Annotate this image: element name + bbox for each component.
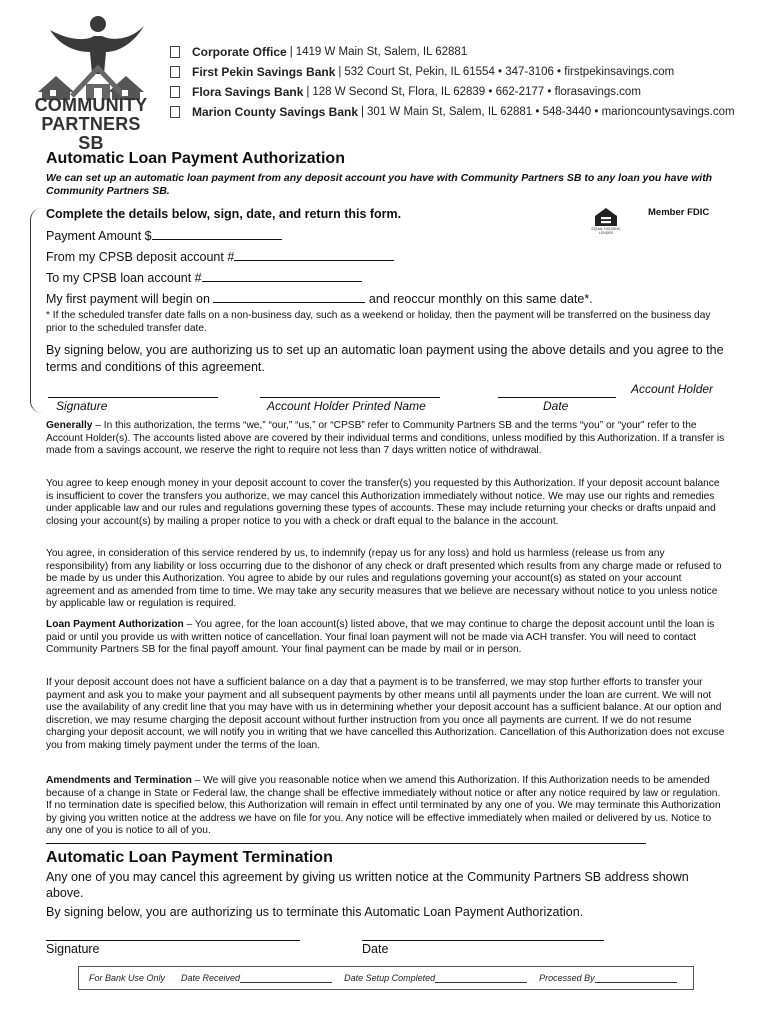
footnote: * If the scheduled transfer date falls on a non-business day, such as a weekend or holiday, then the payment will be transferred on the business day prior to the scheduled transfer date. [46, 310, 711, 334]
office-item [170, 42, 760, 62]
date-line[interactable] [498, 397, 616, 398]
date-label: Date [543, 399, 569, 413]
separator: | [338, 66, 342, 78]
payment-amount-row [46, 228, 282, 243]
office-name: Marion County Savings Bank [192, 105, 359, 119]
separator: | [306, 86, 310, 98]
bank-use-label: For Bank Use Only [89, 973, 166, 983]
member-fdic: Member FDIC [648, 207, 710, 218]
sufficient-funds-paragraph: You agree to keep enough money in your deposit account to cover the transfer(s) you requested by this Authorization. If your deposit account balance is insufficient to cover the transfers you authorize, we may cancel this Authorization immediately without notice. We may use our rights and remedies under applicable law and our rules and regulations governing these types of accounts. These may include returning your checks or drafts unpaid and closing your account(s) by mailing a proper notice to you with a check or draft equal to the balance in the account. [46, 478, 720, 527]
checkbox-icon [170, 86, 180, 98]
loan-payment-paragraph [46, 619, 726, 657]
processed-by-field[interactable] [595, 973, 677, 983]
office-detail: 532 Court St, Pekin, IL 61554 • 347-3106 • firstpekinsavings.com [344, 66, 675, 78]
authorization-intro: We can set up an automatic loan payment from any deposit account you have with Community Partners SB to any loan you have with Community Partners SB. [46, 172, 713, 197]
office-item [170, 102, 760, 122]
date-received-field[interactable] [240, 973, 332, 983]
date-setup-label: Date Setup Completed [344, 973, 436, 983]
logo-graphic [32, 12, 150, 102]
office-item [170, 82, 760, 102]
loan-payment-text: – You agree, for the loan account(s) listed above, that we may continue to charge the deposit account until the loan is paid or until you provide us with written notice of cancellation. Your final loan payment will not be made via ACH transfer. You will need to contact Community Partners SB for the final payoff amount. Your final payment can be made by mail or in person. [46, 619, 715, 656]
loan-payment-heading: Loan Payment Authorization [46, 619, 184, 630]
amendments-heading: Amendments and Termination [46, 775, 192, 786]
payment-amount-label: Payment Amount $ [46, 229, 152, 243]
bank-use-box [78, 966, 694, 990]
from-account-row [46, 249, 394, 264]
account-holder-label: Account Holder [631, 382, 714, 396]
to-account-row [46, 270, 362, 285]
generally-paragraph [46, 420, 726, 458]
checkbox-icon [170, 106, 180, 118]
office-name: Flora Savings Bank [192, 85, 304, 99]
termination-date-label: Date [362, 942, 389, 956]
office-list [170, 42, 760, 122]
form-instruction: Complete the details below, sign, date, and return this form. [46, 207, 402, 221]
to-account-label: To my CPSB loan account # [46, 271, 202, 285]
separator: | [289, 46, 293, 58]
termination-signature-line[interactable] [46, 940, 300, 941]
authorization-agreement: By signing below, you are authorizing us to set up an automatic loan payment using the above details and you agree to the terms and conditions of this agreement. [46, 343, 724, 374]
insufficient-balance-paragraph: If your deposit account does not have a sufficient balance on a day that a payment is to be transferred, we may stop further efforts to transfer your payment and ask you to make your payment and all subsequent payments by other means until all payments under the loan are current. We will not use the availability of any credit line that you may have with us in determining whether your deposit account has a sufficient balance. At our option and discretion, we may resume charging the deposit account without further instruction from you once all payments are current. If we do not resume charging your deposit account, we will notify you in writing that we have cancelled this Authorization. Cancellation of this Authorization does not excuse you from making timely payment under the terms of the loan. [46, 677, 725, 751]
logo-line-2: PARTNERS SB [41, 114, 141, 153]
authorization-title: Automatic Loan Payment Authorization [46, 150, 345, 167]
indemnify-paragraph: You agree, in consideration of this service rendered by us, to indemnify (repay us for any loss) and hold us harmless (release us from any responsibility) from any liability or loss occurring due to the dishonor of any check or draft presented which results from any charge made or refused to be made by us under this Authorization. You agree to abide by our rules and regulations governing your account(s) as stated on your account agreement and as amended from time to time. We may take any security measures that we believe are necessary without notice to you unless notice by applicable law or regulation is required. [46, 548, 722, 610]
first-payment-date-field[interactable] [213, 291, 365, 303]
checkbox-icon [170, 66, 180, 78]
printed-name-label: Account Holder Printed Name [267, 399, 426, 413]
office-name: Corporate Office [192, 45, 287, 59]
office-detail: 1419 W Main St, Salem, IL 62881 [295, 46, 468, 58]
from-account-label: From my CPSB deposit account # [46, 250, 235, 264]
signature-label: Signature [56, 399, 108, 413]
amendments-paragraph [46, 775, 726, 838]
processed-by-label: Processed By [539, 973, 595, 983]
logo-line-1: COMMUNITY [34, 95, 148, 115]
generally-heading: Generally [46, 420, 93, 431]
termination-text-2: By signing below, you are authorizing us to terminate this Automatic Loan Payment Authorization. [46, 905, 584, 919]
office-name: First Pekin Savings Bank [192, 65, 336, 79]
printed-name-line[interactable] [260, 397, 440, 398]
reoccur-text: and reoccur monthly on this same date*. [368, 292, 593, 306]
separator: | [361, 106, 365, 118]
form-bracket [30, 208, 45, 413]
termination-title: Automatic Loan Payment Termination [46, 849, 333, 866]
to-account-field[interactable] [202, 270, 362, 282]
first-payment-row [46, 291, 593, 306]
equal-housing-text: EQUAL HOUSING LENDER [591, 227, 621, 235]
generally-text: – In this authorization, the terms “we,” “our,” “us,” or “CPSB” refer to Community Partners SB and the terms “you” or “your” refer to the Account Holder(s). The accounts listed above are covered by their individual terms and conditions, unless modified by this Authorization. If a transfer is made from a savings account, we reserve the right to require not less than 7 days written notice of withdrawal. [46, 420, 725, 457]
section-divider [46, 843, 646, 844]
checkbox-icon [170, 46, 180, 58]
office-item [170, 62, 760, 82]
office-detail: 128 W Second St, Flora, IL 62839 • 662-2177 • florasavings.com [312, 86, 641, 98]
date-setup-field[interactable] [435, 973, 527, 983]
logo-wordmark [32, 96, 150, 153]
termination-text-1: Any one of you may cancel this agreement by giving us written notice at the Community Partners SB address shown above. [46, 870, 689, 900]
termination-date-line[interactable] [362, 940, 604, 941]
from-account-field[interactable] [234, 249, 394, 261]
first-payment-label: My first payment will begin on [46, 292, 210, 306]
termination-signature-label: Signature [46, 942, 100, 956]
office-detail: 301 W Main St, Salem, IL 62881 • 548-3440 • marioncountysavings.com [367, 106, 735, 118]
date-received-label: Date Received [181, 973, 241, 983]
amendments-text: – We will give you reasonable notice when we amend this Authorization. If this Authorization needs to be amended because of a change in State or Federal law, the change shall be effective immediately without notice or after any notice required by law or regulation. If no termination date is specified below, this Authorization will remain in effect until terminated by any one of you. We may terminate this Authorization by giving you written notice at the address we have on file for you. Any notice will be effective immediately when mailed or delivered by us. Notice to any one of you is notice to all of you. [46, 775, 721, 837]
signature-line[interactable] [48, 397, 218, 398]
payment-amount-field[interactable] [152, 228, 282, 240]
